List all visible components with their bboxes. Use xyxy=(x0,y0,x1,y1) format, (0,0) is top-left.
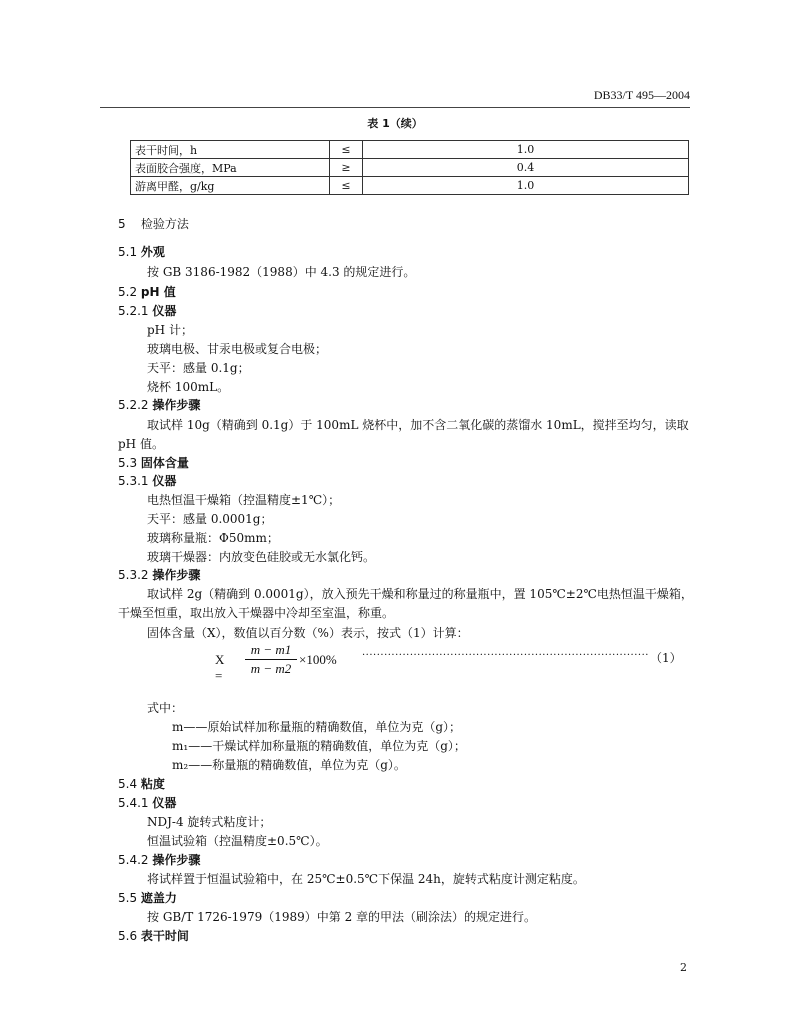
heading-5-4 xyxy=(118,775,165,792)
formula-fraction xyxy=(245,642,297,677)
paragraph: 取试样 10g（精确到 0.1g）于 100mL 烧杯中，加不含二氧化碳的蒸馏水 10mL，搅拌至均匀，读取 xyxy=(147,418,689,432)
table-cell-operator: ≤ xyxy=(330,177,363,195)
heading-title: 操作步骤 xyxy=(152,853,201,867)
table-row xyxy=(131,177,689,195)
heading-5-5 xyxy=(118,889,177,906)
formula-denominator: m − m2 xyxy=(250,661,292,676)
formula-factor: ×100% xyxy=(299,652,337,667)
page-number: 2 xyxy=(680,961,687,974)
list-item: 玻璃电极、甘汞电极或复合电极； xyxy=(147,342,328,356)
heading-5-2 xyxy=(118,283,176,300)
table-title: 表 1（续） xyxy=(367,117,423,130)
heading-number: 5.2.1 xyxy=(118,304,149,318)
symbol-definition: m——原始试样加称量瓶的精确数值，单位为克（g）； xyxy=(172,720,462,734)
heading-number: 5.3 xyxy=(118,456,138,470)
heading-5-3 xyxy=(118,454,189,471)
heading-title: pH 值 xyxy=(140,285,176,299)
table-cell-operator: ≤ xyxy=(330,141,363,159)
list-item: NDJ-4 旋转式粘度计； xyxy=(147,815,272,829)
table-cell-item: 表面胶合强度，MPa xyxy=(131,159,330,177)
header-rule xyxy=(100,107,690,108)
table-cell-operator: ≥ xyxy=(330,159,363,177)
heading-5-3-1 xyxy=(118,472,176,489)
list-item: 烧杯 100mL。 xyxy=(147,380,230,394)
leader-dots: ·············································································· xyxy=(362,650,649,661)
heading-number: 5.3.2 xyxy=(118,568,149,582)
heading-number: 5.6 xyxy=(118,929,138,943)
heading-title: 操作步骤 xyxy=(152,568,201,582)
heading-5 xyxy=(118,215,189,232)
table-cell-item: 游离甲醛，g/kg xyxy=(131,177,330,195)
heading-number: 5.4.1 xyxy=(118,796,149,810)
heading-number: 5.4 xyxy=(118,777,138,791)
list-item: 天平：感量 0.1g； xyxy=(147,361,250,375)
heading-5-2-2 xyxy=(118,396,200,413)
heading-5-1 xyxy=(118,243,165,260)
heading-number: 5.5 xyxy=(118,891,138,905)
table-cell-value: 0.4 xyxy=(363,159,689,177)
list-item: pH 计； xyxy=(147,323,193,337)
list-item: 天平：感量 0.0001g； xyxy=(147,512,273,526)
list-item: 恒温试验箱（控温精度±0.5℃）。 xyxy=(147,834,328,848)
spec-table xyxy=(130,140,689,195)
heading-number: 5.3.1 xyxy=(118,474,149,488)
heading-number: 5.2 xyxy=(118,285,138,299)
heading-5-2-1 xyxy=(118,302,176,319)
list-item: 玻璃干燥器：内放变色硅胶或无水氯化钙。 xyxy=(147,550,376,564)
table-cell-item: 表干时间，h xyxy=(131,141,330,159)
heading-number: 5.1 xyxy=(118,245,138,259)
paragraph: 按 GB/T 1726-1979（1989）中第 2 章的甲法（刷涂法）的规定进行。 xyxy=(147,910,537,924)
heading-number: 5.4.2 xyxy=(118,853,149,867)
list-item: 玻璃称量瓶：Φ50mm； xyxy=(147,531,279,545)
table-row xyxy=(131,159,689,177)
heading-number: 5 xyxy=(118,217,126,231)
paragraph: pH 值。 xyxy=(118,437,164,451)
heading-5-4-1 xyxy=(118,794,176,811)
paragraph: 取试样 2g（精确到 0.0001g），放入预先干燥和称量过的称量瓶中，置 105℃±2℃电热恒温干燥箱， xyxy=(147,587,693,601)
equation-number: （1） xyxy=(650,651,682,665)
heading-title: 仪器 xyxy=(152,474,177,488)
table-cell-value: 1.0 xyxy=(363,177,689,195)
symbol-definition: m₂——称量瓶的精确数值，单位为克（g）。 xyxy=(172,758,406,772)
heading-title: 粘度 xyxy=(140,777,165,791)
heading-5-3-2 xyxy=(118,566,200,583)
where-label: 式中： xyxy=(147,701,184,715)
heading-5-4-2 xyxy=(118,851,200,868)
heading-title: 固体含量 xyxy=(140,456,189,470)
heading-title: 表干时间 xyxy=(140,929,189,943)
formula-numerator: m − m1 xyxy=(250,642,292,657)
paragraph: 干燥至恒重，取出放入干燥器中冷却至室温，称重。 xyxy=(118,606,395,620)
heading-title: 遮盖力 xyxy=(140,891,177,905)
heading-title: 检验方法 xyxy=(140,217,189,231)
heading-title: 仪器 xyxy=(152,796,177,810)
list-item: 电热恒温干燥箱（控温精度±1℃）； xyxy=(147,493,341,507)
table-cell-value: 1.0 xyxy=(363,141,689,159)
heading-number: 5.2.2 xyxy=(118,398,149,412)
paragraph: 固体含量（X），数值以百分数（%）表示，按式（1）计算： xyxy=(147,626,469,640)
heading-title: 操作步骤 xyxy=(152,398,201,412)
paragraph: 将试样置于恒温试验箱中，在 25℃±0.5℃下保温 24h，旋转式粘度计测定粘度。 xyxy=(147,872,585,886)
heading-5-6 xyxy=(118,927,189,944)
formula-lhs: X = xyxy=(215,652,225,683)
heading-title: 仪器 xyxy=(152,304,177,318)
fraction-bar xyxy=(245,659,297,660)
heading-title: 外观 xyxy=(140,245,165,259)
document-code: DB33/T 495—2004 xyxy=(593,88,690,102)
paragraph: 按 GB 3186-1982（1988）中 4.3 的规定进行。 xyxy=(147,265,416,279)
table-row xyxy=(131,141,689,159)
symbol-definition: m₁——干燥试样加称量瓶的精确数值，单位为克（g）； xyxy=(172,739,466,753)
